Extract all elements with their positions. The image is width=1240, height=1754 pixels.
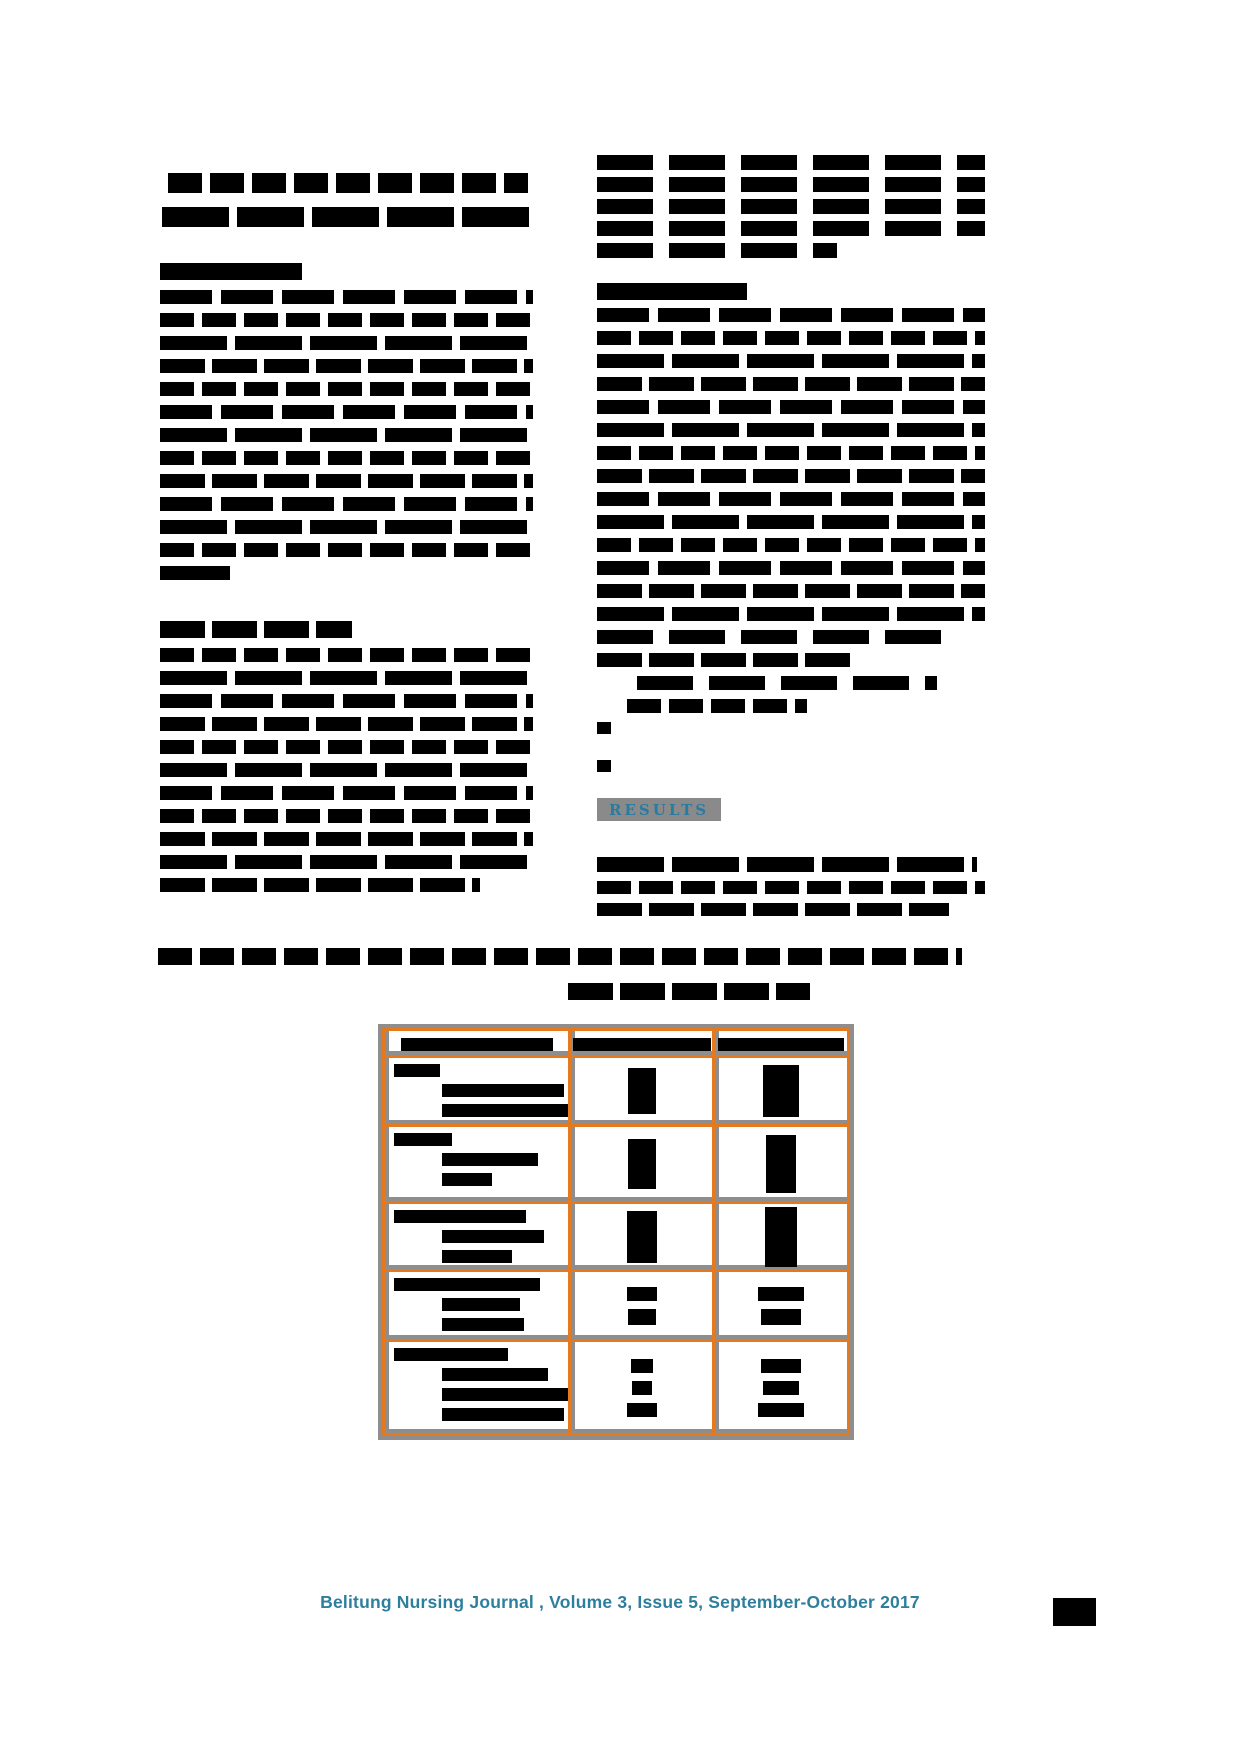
redacted-subitem <box>442 1408 564 1421</box>
redacted-line <box>597 243 837 258</box>
table-category-cell <box>385 1058 571 1127</box>
redacted-line <box>597 653 857 667</box>
redacted-line <box>160 740 533 754</box>
redacted-line <box>160 671 533 685</box>
redacted-value <box>761 1359 801 1373</box>
table-percentage-cell <box>715 1127 847 1204</box>
redacted-number-stack <box>571 1204 712 1269</box>
redacted-category-label <box>394 1064 440 1077</box>
redacted-header-text <box>573 1038 711 1051</box>
redacted-category-label <box>394 1278 540 1291</box>
redacted-line <box>168 173 528 193</box>
redacted-line <box>160 717 533 731</box>
redacted-line <box>597 221 985 236</box>
redacted-number-stack <box>715 1342 847 1433</box>
redacted-line <box>160 809 533 823</box>
redacted-line <box>597 607 985 621</box>
redacted-subitem <box>442 1230 544 1243</box>
redacted-category-label <box>394 1348 508 1361</box>
redacted-subitem <box>442 1250 512 1263</box>
table-frequency-cell <box>571 1204 715 1272</box>
redacted-line <box>597 155 985 170</box>
redacted-line <box>160 648 533 662</box>
redacted-number-stack <box>715 1272 847 1339</box>
redacted-line <box>637 676 937 690</box>
redacted-line <box>160 497 533 511</box>
table-caption-line <box>568 983 810 1000</box>
footer-text: Belitung Nursing Journal , Volume 3, Issue 5, September-October 2017 <box>320 1592 920 1612</box>
page-number-block <box>1053 1598 1096 1626</box>
redacted-line <box>160 263 302 280</box>
redacted-line <box>597 881 985 894</box>
redacted-number-stack <box>715 1204 847 1269</box>
redacted-line <box>597 584 985 598</box>
redacted-value <box>628 1139 656 1189</box>
redacted-line <box>597 492 985 506</box>
table-category-cell <box>385 1204 571 1272</box>
redacted-line <box>160 786 533 800</box>
redacted-line <box>160 878 480 892</box>
redacted-value <box>631 1359 653 1373</box>
redacted-section-heading <box>160 263 533 280</box>
redacted-value <box>761 1309 801 1325</box>
redacted-header-text <box>718 1038 844 1051</box>
redacted-paragraph <box>160 648 533 892</box>
redacted-value <box>758 1287 804 1301</box>
redacted-value <box>627 1211 657 1263</box>
table-category-cell <box>385 1127 571 1204</box>
redacted-subitem <box>442 1318 524 1331</box>
redacted-value <box>763 1065 799 1117</box>
redacted-line <box>160 290 533 304</box>
redacted-paragraph <box>597 857 985 916</box>
redacted-line <box>162 207 530 227</box>
table-percentage-cell <box>715 1058 847 1127</box>
redacted-header-text <box>401 1038 553 1051</box>
redacted-paragraph <box>160 290 533 580</box>
table-frequency-cell <box>571 1272 715 1342</box>
redacted-line <box>597 423 985 437</box>
redacted-line <box>597 630 947 644</box>
redacted-lead-paragraph <box>160 173 533 227</box>
redacted-value <box>765 1207 797 1267</box>
redacted-line <box>160 832 533 846</box>
redacted-line <box>160 405 533 419</box>
redacted-line <box>597 400 985 414</box>
data-table <box>378 1024 854 1440</box>
redacted-line <box>597 469 985 483</box>
redacted-value <box>766 1135 796 1193</box>
table-header-cell <box>715 1031 847 1058</box>
redacted-line <box>160 763 533 777</box>
redacted-value <box>627 1403 657 1417</box>
redacted-section-heading <box>597 283 985 300</box>
redacted-line <box>160 520 533 534</box>
redacted-line <box>160 474 533 488</box>
redacted-line <box>160 855 533 869</box>
table-percentage-cell <box>715 1342 847 1433</box>
redacted-line <box>160 359 533 373</box>
redacted-line <box>597 446 985 460</box>
redacted-line <box>160 336 533 350</box>
redacted-subitem <box>442 1388 571 1401</box>
table-header-cell <box>385 1031 571 1058</box>
redacted-line <box>160 543 533 557</box>
redacted-list-stub <box>597 722 985 772</box>
redacted-value <box>627 1287 657 1301</box>
left-column <box>160 173 533 901</box>
redacted-line <box>597 722 611 734</box>
redacted-line <box>160 382 533 396</box>
redacted-line <box>160 313 533 327</box>
redacted-line <box>597 903 949 916</box>
redacted-line <box>597 199 985 214</box>
redacted-value <box>632 1381 652 1395</box>
redacted-line <box>597 760 611 772</box>
table-category-cell <box>385 1342 571 1433</box>
redacted-value <box>758 1403 804 1417</box>
redacted-line <box>597 354 985 368</box>
redacted-section-heading <box>160 621 533 638</box>
table-category-cell <box>385 1272 571 1342</box>
redacted-subitem <box>442 1298 520 1311</box>
right-column <box>597 155 985 925</box>
redacted-subitem <box>442 1173 492 1186</box>
redacted-paragraph <box>597 308 985 713</box>
redacted-subitem <box>442 1153 538 1166</box>
table-caption-line <box>158 948 962 965</box>
redacted-line <box>597 857 977 872</box>
redacted-category-label <box>394 1210 526 1223</box>
results-heading-row <box>597 798 985 821</box>
redacted-subitem <box>442 1368 548 1381</box>
table-frequency-cell <box>571 1342 715 1433</box>
redacted-line <box>627 699 807 713</box>
redacted-line <box>160 428 533 442</box>
redacted-line <box>597 538 985 552</box>
redacted-value <box>763 1381 799 1395</box>
redacted-line <box>597 283 747 300</box>
redacted-number-stack <box>571 1342 712 1433</box>
redacted-line <box>597 308 985 322</box>
redacted-number-stack <box>571 1058 712 1124</box>
redacted-line <box>160 621 352 638</box>
redacted-number-stack <box>715 1058 847 1124</box>
redacted-line <box>597 377 985 391</box>
redacted-line <box>597 177 985 192</box>
redacted-line <box>597 561 985 575</box>
redacted-number-stack <box>571 1127 712 1201</box>
table-frequency-cell <box>571 1127 715 1204</box>
table-percentage-cell <box>715 1204 847 1272</box>
redacted-subitem <box>442 1084 564 1097</box>
redacted-paragraph <box>597 155 985 258</box>
redacted-number-stack <box>715 1127 847 1201</box>
redacted-subitem <box>442 1104 571 1117</box>
redacted-line <box>160 451 533 465</box>
redacted-line <box>160 566 230 580</box>
table-frequency-cell <box>571 1058 715 1127</box>
data-table-grid <box>382 1028 850 1436</box>
redacted-category-label <box>394 1133 452 1146</box>
redacted-value <box>628 1068 656 1114</box>
table-header-cell <box>571 1031 715 1058</box>
redacted-line <box>597 515 985 529</box>
redacted-line <box>160 694 533 708</box>
redacted-value <box>628 1309 656 1325</box>
table-percentage-cell <box>715 1272 847 1342</box>
redacted-line <box>597 331 985 345</box>
results-heading: RESULTS <box>597 798 721 821</box>
redacted-number-stack <box>571 1272 712 1339</box>
